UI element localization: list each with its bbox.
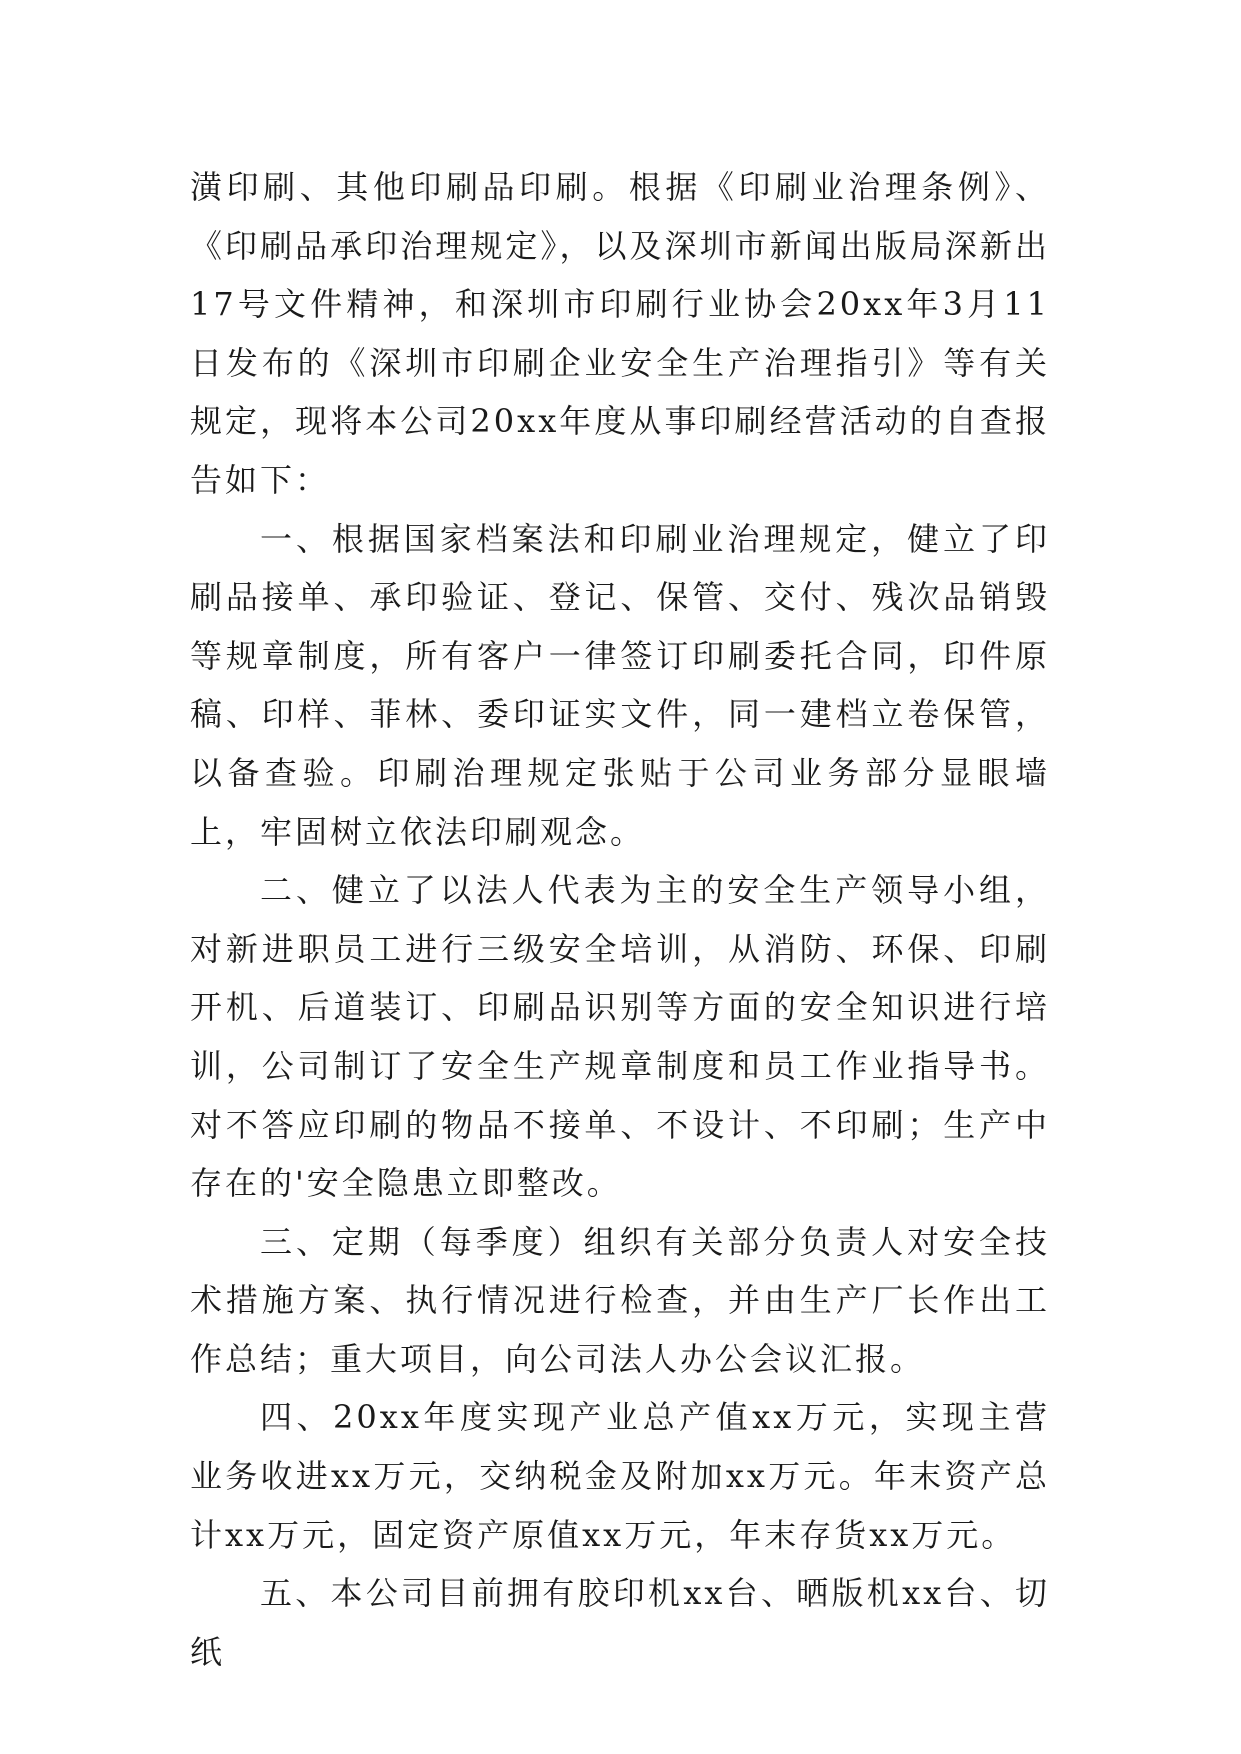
document-body <box>190 158 1050 1681</box>
paragraph-section-3: 三、定期（每季度）组织有关部分负责人对安全技术措施方案、执行情况进行检查，并由生产厂长作出工作总结；重大项目，向公司法人办公会议汇报。 <box>190 1222 1050 1378</box>
paragraph-section-1: 一、根据国家档案法和印刷业治理规定，健立了印刷品接单、承印验证、登记、保管、交付、残次品销毁等规章制度，所有客户一律签订印刷委托合同，印件原稿、印样、菲林、委印证实文件，同一建档立卷保管，以备查验。印刷治理规定张贴于公司业务部分显眼墙上，牢固树立依法印刷观念。 <box>190 519 1050 851</box>
paragraph-section-2: 二、健立了以法人代表为主的安全生产领导小组，对新进职员工进行三级安全培训，从消防、环保、印刷开机、后道装订、印刷品识别等方面的安全知识进行培训，公司制订了安全生产规章制度和员工作业指导书。对不答应印刷的物品不接单、不设计、不印刷；生产中存在的'安全隐患立即整改。 <box>190 871 1050 1203</box>
paragraph-section-4: 四、20xx年度实现产业总产值xx万元，实现主营业务收进xx万元，交纳税金及附加xx万元。年末资产总计xx万元，固定资产原值xx万元，年末存货xx万元。 <box>190 1398 1050 1554</box>
paragraph-section-5: 五、本公司目前拥有胶印机xx台、晒版机xx台、切纸 <box>190 1574 1050 1671</box>
paragraph-intro: 潢印刷、其他印刷品印刷。根据《印刷业治理条例》、《印刷品承印治理规定》，以及深圳市新闻出版局深新出17号文件精神，和深圳市印刷行业协会20xx年3月11日发布的《深圳市印刷企业安全生产治理指引》等有关规定，现将本公司20xx年度从事印刷经营活动的自查报告如下： <box>190 168 1050 499</box>
